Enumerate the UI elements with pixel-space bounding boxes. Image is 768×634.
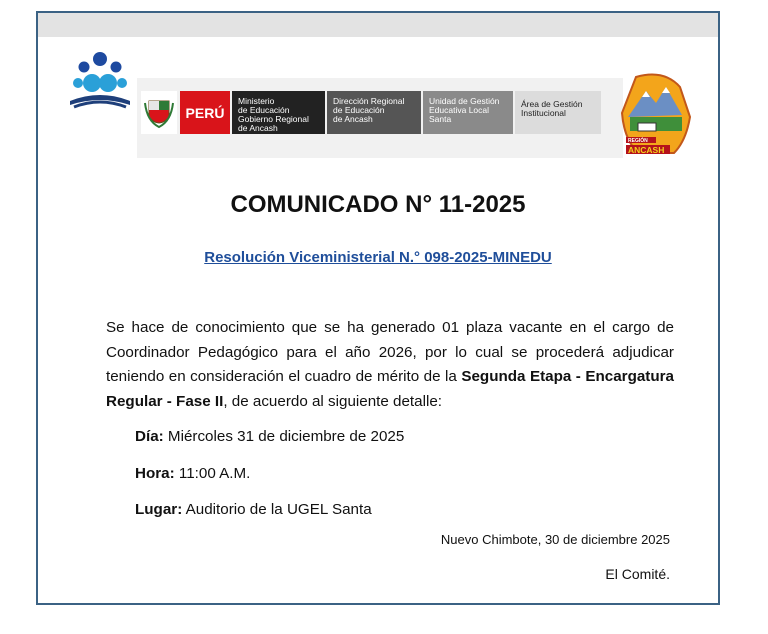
- people-book-logo-icon: [64, 49, 136, 117]
- detail-label: Día:: [135, 428, 164, 445]
- signature: El Comité.: [605, 566, 670, 582]
- area-gestion-block: [515, 91, 601, 134]
- minedu-block: [232, 91, 325, 134]
- banner-line: de Educación: [238, 105, 290, 115]
- paragraph-text: , de acuerdo al siguiente detalle:: [223, 392, 443, 410]
- detail-day: [135, 428, 404, 445]
- banner-line: de Ancash: [333, 114, 373, 124]
- region-ancash-logo-icon: [616, 69, 694, 157]
- banner-line: Área de Gestión: [521, 99, 583, 109]
- resolution-link[interactable]: Resolución Viceministerial N.° 098-2025-MINEDU: [204, 249, 552, 266]
- banner-line: Institucional: [521, 108, 566, 118]
- banner-line: Ministerio: [238, 96, 275, 106]
- banner-line: Gobierno Regional: [238, 114, 309, 124]
- banner-line: de Educación: [333, 105, 385, 115]
- document-frame: [36, 11, 720, 605]
- paragraph-bold-text: Segunda Etapa - Encargatura Regular - Fase II: [106, 368, 674, 410]
- banner-line: Dirección Regional: [333, 96, 405, 106]
- announcement-paragraph: [106, 316, 674, 414]
- paragraph-text: Se hace de conocimiento que se ha generado 01 plaza vacante en el cargo de Coordinador Pedagógico para el año 2026, por lo cual se procederá adjudicar teniendo en consideración el cuadro de mérito de la: [106, 319, 674, 385]
- detail-label: Hora:: [135, 465, 175, 482]
- banner-line: Santa: [429, 114, 452, 124]
- dre-block: [327, 91, 421, 134]
- banner-line: Educativa Local: [429, 105, 490, 115]
- detail-value: Miércoles 31 de diciembre de 2025: [163, 428, 405, 445]
- svg-text:REGIÓN: REGIÓN: [628, 138, 648, 144]
- place-date: Nuevo Chimbote, 30 de diciembre 2025: [440, 532, 670, 547]
- top-bar: [38, 13, 718, 37]
- peru-shield-icon: [141, 91, 177, 134]
- document-title: COMUNICADO N° 11-2025: [230, 191, 526, 218]
- banner-line: de Ancash: [238, 123, 278, 133]
- ugel-block: [423, 91, 513, 134]
- detail-label: Lugar:: [135, 501, 183, 518]
- detail-time: [135, 465, 250, 482]
- institution-banner: [137, 78, 623, 158]
- detail-value: 11:00 A.M.: [174, 465, 251, 482]
- svg-text:ANCASH: ANCASH: [628, 145, 665, 155]
- banner-line: Unidad de Gestión: [429, 96, 500, 106]
- detail-value: Auditorio de la UGEL Santa: [182, 501, 372, 518]
- detail-place: [135, 501, 372, 518]
- peru-label: PERÚ: [180, 91, 230, 134]
